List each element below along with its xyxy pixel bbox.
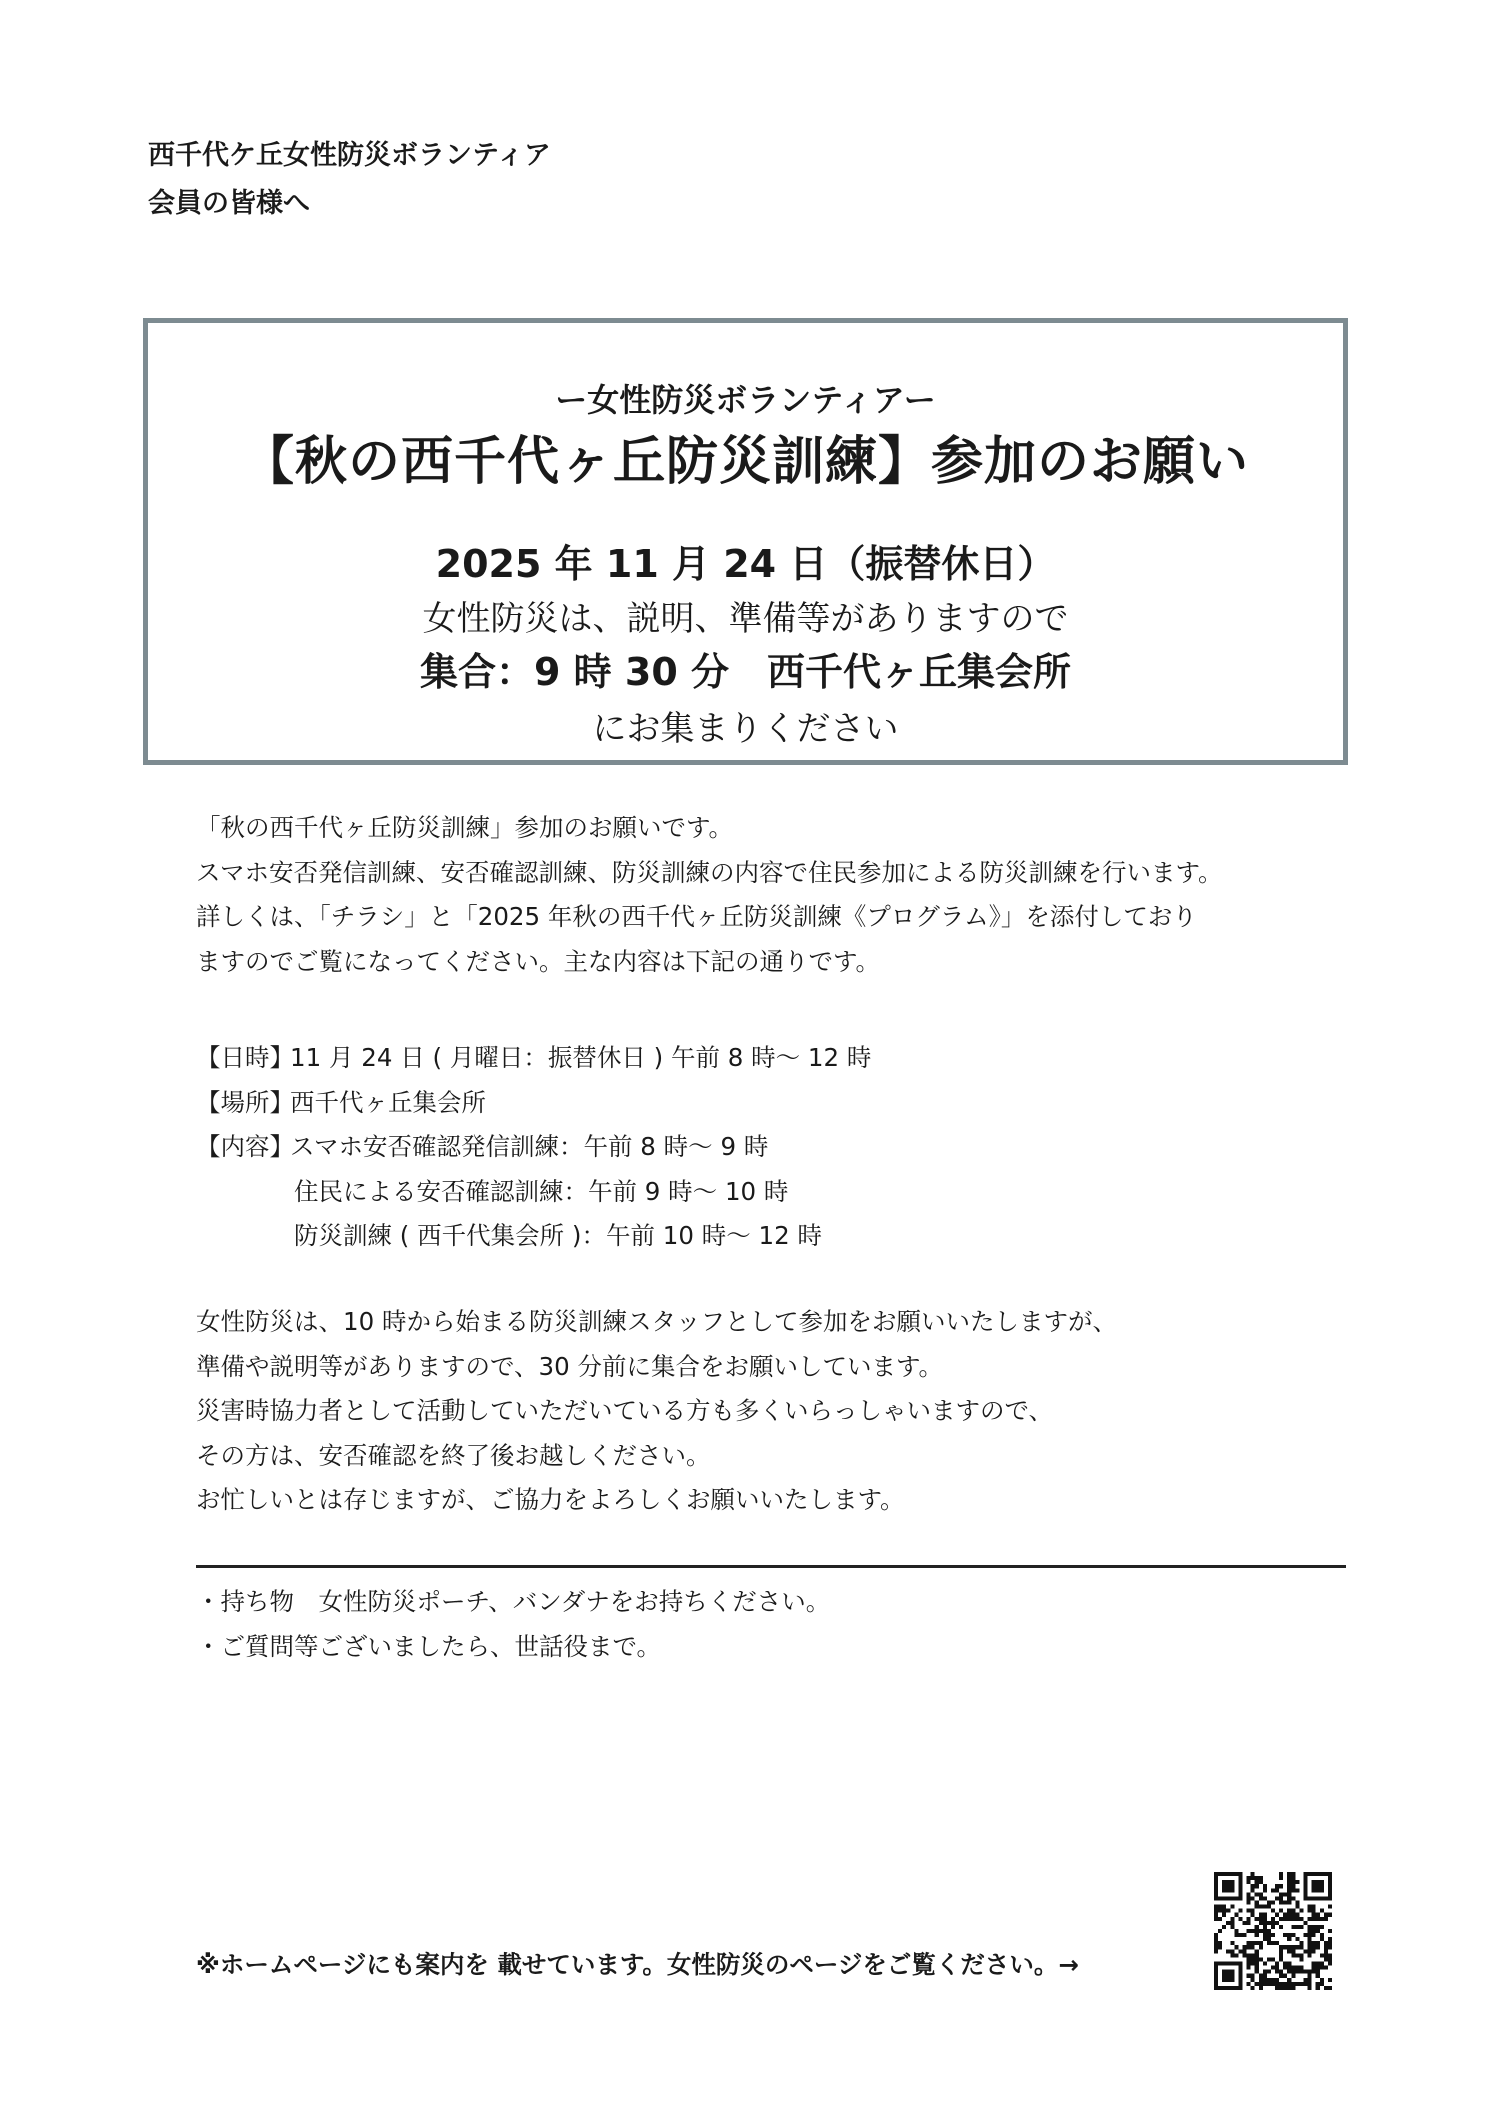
- intro-line: 詳しくは、「チラシ」と「2025 年秋の西千代ヶ丘防災訓練《プログラム》」を添付しており: [196, 902, 1197, 931]
- closing-line: 災害時協力者として活動していただいている方も多くいらっしゃいますので、: [196, 1396, 1054, 1425]
- notice-note-gather: にお集まりください: [592, 709, 899, 749]
- notice-subtitle: ー女性防災ボランティアー: [555, 381, 936, 419]
- notice-title: 【秋の西千代ヶ丘防災訓練】参加のお願い: [241, 432, 1249, 492]
- footer-note: ※ホームページにも案内を 載せています。女性防災のページをご覧ください。→: [196, 1950, 1079, 1979]
- content-label: 【内容】: [196, 1132, 294, 1161]
- notice-note-preparation: 女性防災は、説明、準備等がありますので: [422, 599, 1069, 639]
- intro-paragraph: [196, 806, 1223, 984]
- detail-content: [196, 1125, 871, 1170]
- place-label: 【場所】: [196, 1087, 294, 1117]
- content-item: スマホ安否確認発信訓練：午前 8 時～ 9 時: [290, 1132, 769, 1161]
- datetime-label: 【日時】: [196, 1043, 294, 1072]
- datetime-value: 11 月 24 日 ( 月曜日：振替休日 ) 午前 8 時～ 12 時: [290, 1043, 872, 1072]
- intro-line: 「秋の西千代ヶ丘防災訓練」参加のお願いです。: [196, 813, 734, 842]
- closing-line: お忙しいとは存じますが、ご協力をよろしくお願いいたします。: [196, 1485, 905, 1514]
- notice-box: [143, 318, 1348, 765]
- details-list: [196, 1036, 871, 1259]
- intro-line: ますのでご覧になってください。主な内容は下記の通りです。: [196, 946, 881, 976]
- closing-paragraph: [196, 1300, 1117, 1523]
- note-item: ・持ち物 女性防災ポーチ、バンダナをお持ちください。: [196, 1587, 831, 1616]
- notice-date: 2025 年 11 月 24 日（振替休日）: [435, 542, 1056, 586]
- detail-place: [196, 1081, 871, 1126]
- content-item: 防災訓練 ( 西千代集会所 )：午前 10 時～ 12 時: [294, 1221, 822, 1250]
- content-item: 住民による安否確認訓練：午前 9 時～ 10 時: [294, 1176, 789, 1206]
- closing-line: 女性防災は、10 時から始まる防災訓練スタッフとして参加をお願いいたしますが、: [196, 1307, 1117, 1336]
- closing-line: 準備や説明等がありますので、30 分前に集合をお願いしています。: [196, 1351, 944, 1381]
- place-value: 西千代ヶ丘集会所: [290, 1087, 486, 1117]
- addressee: [148, 132, 551, 228]
- addressee-members: 会員の皆様へ: [148, 188, 310, 219]
- intro-line: スマホ安否発信訓練、安否確認訓練、防災訓練の内容で住民参加による防災訓練を行います。: [196, 857, 1223, 887]
- qr-code-icon[interactable]: [1214, 1872, 1332, 1990]
- notes-list: [196, 1580, 830, 1669]
- addressee-group: 西千代ケ丘女性防災ボランティア: [148, 140, 551, 171]
- note-item: ・ご質問等ございましたら、世話役まで。: [196, 1631, 662, 1661]
- notice-meeting-time: 集合：9 時 30 分 西千代ヶ丘集会所: [419, 650, 1071, 694]
- closing-line: その方は、安否確認を終了後お越しください。: [196, 1440, 711, 1470]
- detail-datetime: [196, 1036, 871, 1081]
- divider: [196, 1565, 1346, 1568]
